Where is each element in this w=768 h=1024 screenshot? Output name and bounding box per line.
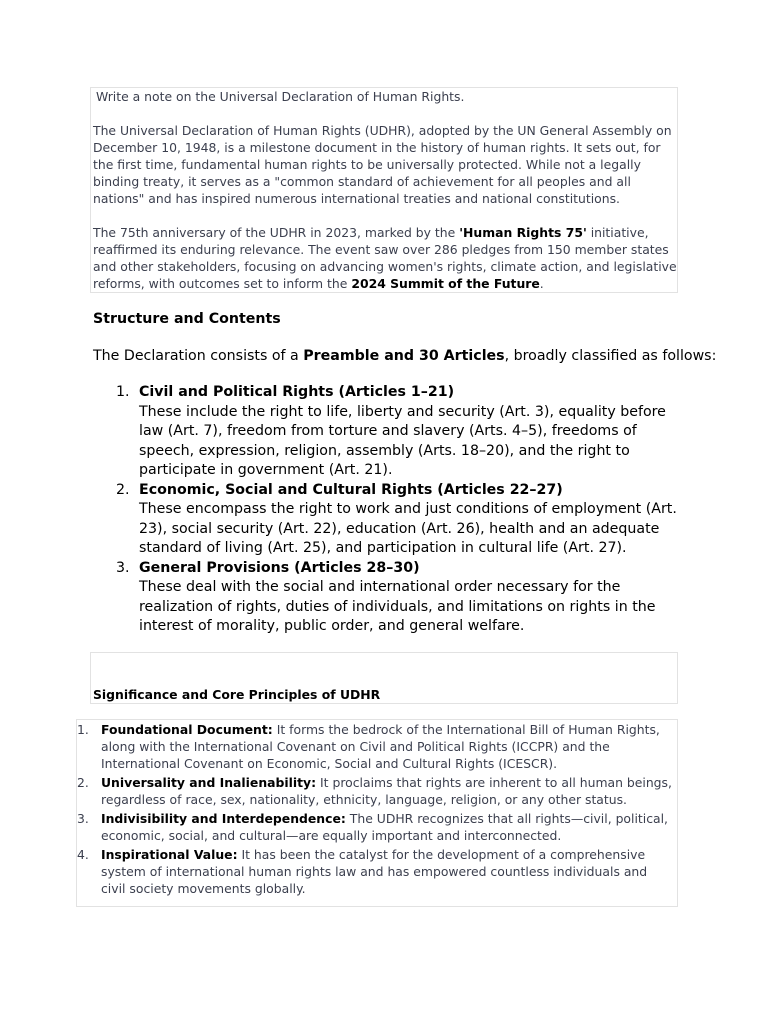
list-item-number: 2.: [77, 775, 89, 790]
list-item-number: 3.: [116, 559, 130, 576]
summit-label: 2024 Summit of the Future: [351, 276, 540, 291]
question-text: Write a note on the Universal Declaration of Human Rights.: [96, 89, 465, 104]
list-item-title: General Provisions (Articles 28–30): [139, 559, 420, 576]
anniversary-text-2: initiative, reaffirmed its enduring relevance. The event saw over 286 pledges from 150 member states and other stakeholders, focusing on advancing women's rights, climate action, and legislative reforms, with outcomes set to inform the: [93, 225, 677, 291]
list-item-text: The UDHR recognizes that all rights—civil, political, economic, social, and cultural—are equally important and interconnected.: [101, 811, 668, 843]
list-item: [77, 846, 675, 897]
structure-list: [93, 383, 683, 637]
list-item: [93, 481, 683, 559]
human-rights-75-label: 'Human Rights 75': [459, 225, 587, 240]
intro-paragraph: The Universal Declaration of Human Rights (UDHR), adopted by the UN General Assembly on December 10, 1948, is a milestone document in the history of human rights. It sets out, for the first time, fundamental human rights to be universally protected. While not a legally binding treaty, it serves as a "common standard of achievement for all peoples and all nations" and has inspired numerous international treaties and national constitutions.: [93, 123, 672, 206]
structure-heading: Structure and Contents: [93, 311, 281, 327]
list-item-title: Economic, Social and Cultural Rights (Articles 22–27): [139, 481, 563, 498]
list-item-text: It forms the bedrock of the International Bill of Human Rights, along with the International Covenant on Civil and Political Rights (ICCPR) and the International Covenant on Economic, Social and Cultural Rights (ICESCR).: [101, 722, 660, 771]
anniversary-paragraph: [93, 224, 677, 292]
anniversary-text-3: .: [539, 276, 544, 291]
structure-intro-bold: Preamble and 30 Articles: [303, 348, 505, 364]
list-item-description: These include the right to life, liberty and security (Art. 3), equality before law (Art. 7), freedom from torture and slavery (Arts. 4–5), freedoms of speech, expression, religion, assembly (Arts. 18–20), and the right to participate in government (Art. 21).: [139, 403, 666, 478]
list-item: [93, 383, 683, 481]
list-item-number: 1.: [77, 722, 89, 737]
structure-intro-before: The Declaration consists of a: [93, 348, 304, 364]
list-item-title: Indivisibility and Interdependence:: [101, 811, 346, 826]
list-item-number: 1.: [116, 384, 130, 400]
list-item-description: These deal with the social and international order necessary for the realization of rights, duties of individuals, and limitations on rights in the interest of morality, public order, and general welfare.: [139, 579, 656, 634]
list-item-description: These encompass the right to work and just conditions of employment (Art. 23), social security (Art. 22), education (Art. 26), health and an adequate standard of living (Art. 25), and participation in cultural life (Art. 27).: [139, 501, 677, 556]
list-item-text: It has been the catalyst for the development of a comprehensive system of international human rights law and has empowered countless individuals and civil society movements globally.: [101, 847, 648, 896]
list-item: [77, 774, 675, 808]
list-item: [77, 721, 675, 772]
list-item-title: Inspirational Value:: [101, 847, 238, 862]
anniversary-text-1: The 75th anniversary of the UDHR in 2023, marked by the: [93, 225, 460, 240]
significance-heading: Significance and Core Principles of UDHR: [93, 687, 381, 702]
list-item-number: 3.: [77, 811, 89, 826]
list-item: [93, 559, 683, 637]
list-item-text: It proclaims that rights are inherent to all human beings, regardless of race, sex, nationality, ethnicity, language, religion, or any other status.: [101, 775, 672, 807]
list-item-title: Foundational Document:: [101, 722, 273, 737]
list-item-title: Universality and Inalienability:: [101, 775, 317, 790]
list-item: [77, 810, 675, 844]
list-item-title: Civil and Political Rights (Articles 1–21): [139, 384, 455, 400]
structure-intro-after: , broadly classified as follows:: [504, 348, 717, 364]
significance-list: [77, 721, 675, 899]
structure-intro: [93, 346, 717, 366]
list-item-number: 4.: [77, 847, 89, 862]
list-item-number: 2.: [116, 481, 130, 498]
